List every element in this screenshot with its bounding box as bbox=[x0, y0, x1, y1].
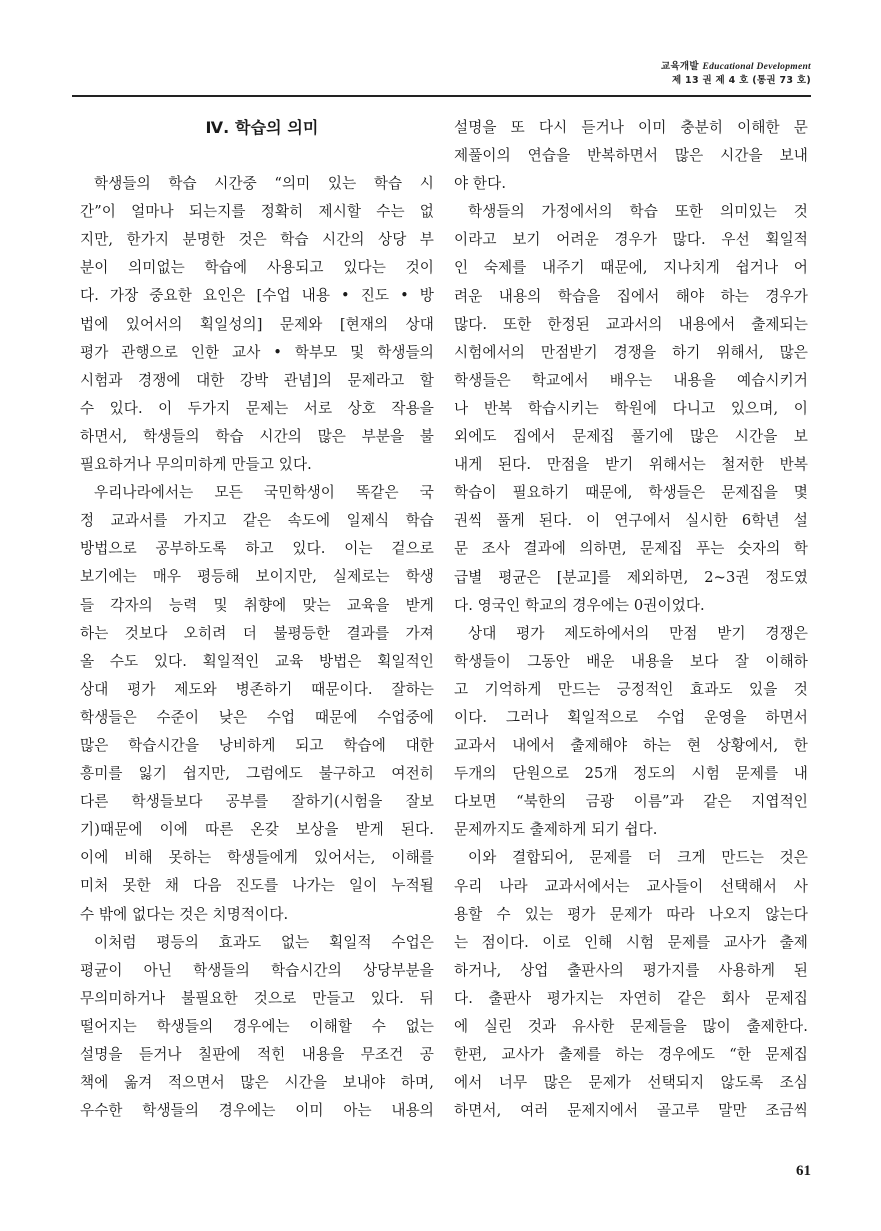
text-line: 떨어지는 학생들의 경우에는 이해할 수 없는 bbox=[80, 1017, 434, 1035]
text-line: 권씩 풀게 된다. 이 연구에서 실시한 6학년 설 bbox=[454, 512, 808, 530]
text-line: 학생들은 수준이 낮은 수업 때문에 수업중에 bbox=[80, 708, 434, 726]
text-line: 책에 옮겨 적으면서 많은 시간을 보내야 하며, bbox=[80, 1074, 434, 1092]
text-line: 지만, 한가지 분명한 것은 학습 시간의 상당 부 bbox=[80, 231, 434, 249]
page-number: 61 bbox=[796, 1163, 811, 1179]
left-column bbox=[80, 114, 434, 1125]
text-line: 한편, 교사가 출제를 하는 경우에도 “한 문제집 bbox=[454, 1046, 808, 1064]
text-line: 법에 있어서의 획일성의] 문제와 [현재의 상대 bbox=[80, 315, 434, 333]
text-line: 하면서, 학생들의 학습 시간의 많은 부분을 불 bbox=[80, 427, 434, 445]
text-line: 에서 너무 많은 문제가 선택되지 않도록 조심 bbox=[454, 1074, 808, 1092]
journal-title bbox=[661, 60, 811, 74]
text-line: 시험과 경쟁에 대한 강박 관념]의 문제라고 할 bbox=[80, 371, 434, 389]
text-line: 고 기억하게 만드는 긍정적인 효과도 있을 것 bbox=[454, 680, 808, 698]
text-line: 야 한다. bbox=[454, 175, 507, 193]
text-line: 외에도 집에서 문제집 풀기에 많은 시간을 보 bbox=[454, 428, 808, 446]
text-line: 무의미하거나 불필요한 것으로 만들고 있다. 뒤 bbox=[80, 989, 434, 1007]
running-head bbox=[661, 60, 811, 87]
text-line: 수 밖에 없다는 것은 치명적이다. bbox=[80, 905, 289, 923]
text-line: 수 있다. 이 두가지 문제는 서로 상호 작용을 bbox=[80, 399, 434, 417]
text-line: 인 숙제를 내주기 때문에, 지나치게 쉽거나 어 bbox=[454, 259, 808, 277]
text-line: 다. 가장 중요한 요인은 [수업 내용 • 진도 • 방 bbox=[80, 287, 434, 305]
text-line: 문제까지도 출제하게 되기 쉽다. bbox=[454, 821, 658, 839]
text-line: 설명을 듣거나 칠판에 적힌 내용을 무조건 공 bbox=[80, 1046, 434, 1063]
text-line: 학생들이 그동안 배운 내용을 보다 잘 이해하 bbox=[454, 652, 808, 670]
section-heading: Ⅳ. 학습의 의미 bbox=[205, 118, 319, 137]
journal-title-ko: 교육개발 bbox=[660, 61, 699, 72]
text-line: 보기에는 매우 평등해 보이지만, 실제로는 학생 bbox=[80, 568, 434, 586]
text-line: 우리 나라 교과서에서는 교사들이 선택해서 사 bbox=[454, 877, 808, 895]
text-line: 분이 의미없는 학습에 사용되고 있다는 것이 bbox=[80, 259, 434, 277]
text-line: 다. 출판사 평가지는 자연히 같은 회사 문제집 bbox=[454, 989, 808, 1007]
text-line: 간”이 얼마나 되는지를 정확히 제시할 수는 없 bbox=[80, 203, 434, 221]
text-line: 필요하거나 무의미하게 만들고 있다. bbox=[80, 456, 312, 474]
issue-info: 제 13 권 제 4 호 (통권 73 호) bbox=[671, 75, 811, 86]
text-line: 내게 된다. 만점을 받기 위해서는 철저한 반복 bbox=[454, 456, 808, 474]
header-rule bbox=[72, 95, 811, 97]
text-line: 하면서, 여러 문제지에서 골고루 말만 조금씩 bbox=[454, 1102, 808, 1120]
text-line: 이에 비해 못하는 학생들에게 있어서는, 이해를 bbox=[80, 849, 434, 867]
text-line: 방법으로 공부하도록 하고 있다. 이는 겉으로 bbox=[80, 540, 434, 558]
text-line: 미처 못한 채 다음 진도를 나가는 일이 누적될 bbox=[80, 877, 434, 895]
right-column bbox=[454, 114, 808, 1125]
text-line: 평가 관행으로 인한 교사 • 학부모 및 학생들의 bbox=[80, 343, 434, 361]
text-line: 학습이 필요하기 때문에, 학생들은 문제집을 몇 bbox=[454, 484, 808, 502]
text-line: 이라고 보기 어려운 경우가 많다. 우선 획일적 bbox=[454, 231, 808, 249]
text-line: 이와 결합되어, 문제를 더 크게 만드는 것은 bbox=[468, 849, 808, 867]
text-line: 다보면 “북한의 금광 이름”과 같은 지엽적인 bbox=[454, 793, 808, 811]
text-line: 이다. 그러나 획일적으로 수업 운영을 하면서 bbox=[454, 708, 808, 726]
text-line: 이처럼 평등의 효과도 없는 획일적 수업은 bbox=[94, 933, 434, 951]
text-line: 들 각자의 능력 및 취향에 맞는 교육을 받게 bbox=[80, 596, 434, 614]
text-line: 두개의 단원으로 25개 정도의 시험 문제를 내 bbox=[454, 765, 808, 783]
text-line: 문 조사 결과에 의하면, 문제집 푸는 숫자의 학 bbox=[454, 540, 808, 558]
text-line: 많은 학습시간을 낭비하게 되고 학습에 대한 bbox=[80, 736, 434, 754]
text-line: 우수한 학생들의 경우에는 이미 아는 내용의 bbox=[80, 1102, 434, 1120]
text-line: 정 교과서를 가지고 같은 속도에 일제식 학습 bbox=[80, 512, 434, 530]
text-line: 상대 평가 제도하에서의 만점 받기 경쟁은 bbox=[468, 624, 808, 642]
text-line: 용할 수 있는 평가 문제가 따라 나오지 않는다 bbox=[454, 905, 808, 923]
text-line: 하는 것보다 오히려 더 불평등한 결과를 가져 bbox=[80, 624, 434, 642]
text-line: 급별 평균은 [분교]를 제외하면, 2~3권 정도였 bbox=[454, 568, 808, 586]
text-line: 교과서 내에서 출제해야 하는 현 상황에서, 한 bbox=[454, 737, 808, 755]
text-line: 나 반복 학습시키는 학원에 다니고 있으며, 이 bbox=[454, 399, 808, 417]
journal-title-en: Educational Development bbox=[702, 62, 811, 72]
text-line: 흥미를 잃기 쉽지만, 그럼에도 불구하고 여전히 bbox=[80, 765, 434, 783]
text-line: 기)때문에 이에 따른 온갖 보상을 받게 된다. bbox=[80, 821, 434, 839]
text-line: 는 점이다. 이로 인해 시험 문제를 교사가 출제 bbox=[454, 933, 808, 951]
text-line: 려운 내용의 학습을 집에서 해야 하는 경우가 bbox=[454, 287, 808, 305]
text-line: 제풀이의 연습을 반복하면서 많은 시간을 보내 bbox=[454, 147, 808, 165]
text-line: 평균이 아닌 학생들의 학습시간의 상당부분을 bbox=[80, 961, 434, 979]
text-line: 학생들의 학습 시간중 “의미 있는 학습 시 bbox=[94, 175, 434, 193]
text-line: 다른 학생들보다 공부를 잘하기(시험을 잘보 bbox=[80, 793, 434, 811]
text-line: 학생들은 학교에서 배우는 내용을 예습시키거 bbox=[454, 371, 808, 389]
text-line: 올 수도 있다. 획일적인 교육 방법은 획일적인 bbox=[80, 652, 434, 670]
text-line: 에 실린 것과 유사한 문제들을 많이 출제한다. bbox=[454, 1018, 808, 1035]
text-line: 시험에서의 만점받기 경쟁을 하기 위해서, 많은 bbox=[454, 343, 808, 361]
text-line: 하거나, 상업 출판사의 평가지를 사용하게 된 bbox=[454, 961, 808, 979]
text-line: 다. 영국인 학교의 경우에는 0권이었다. bbox=[454, 596, 705, 614]
text-line: 상대 평가 제도와 병존하기 때문이다. 잘하는 bbox=[80, 680, 434, 698]
text-line: 설명을 또 다시 듣거나 이미 충분히 이해한 문 bbox=[454, 119, 808, 136]
text-line: 학생들의 가정에서의 학습 또한 의미있는 것 bbox=[468, 203, 808, 221]
text-line: 우리나라에서는 모든 국민학생이 똑같은 국 bbox=[94, 484, 434, 502]
text-line: 많다. 또한 한정된 교과서의 내용에서 출제되는 bbox=[454, 315, 808, 333]
